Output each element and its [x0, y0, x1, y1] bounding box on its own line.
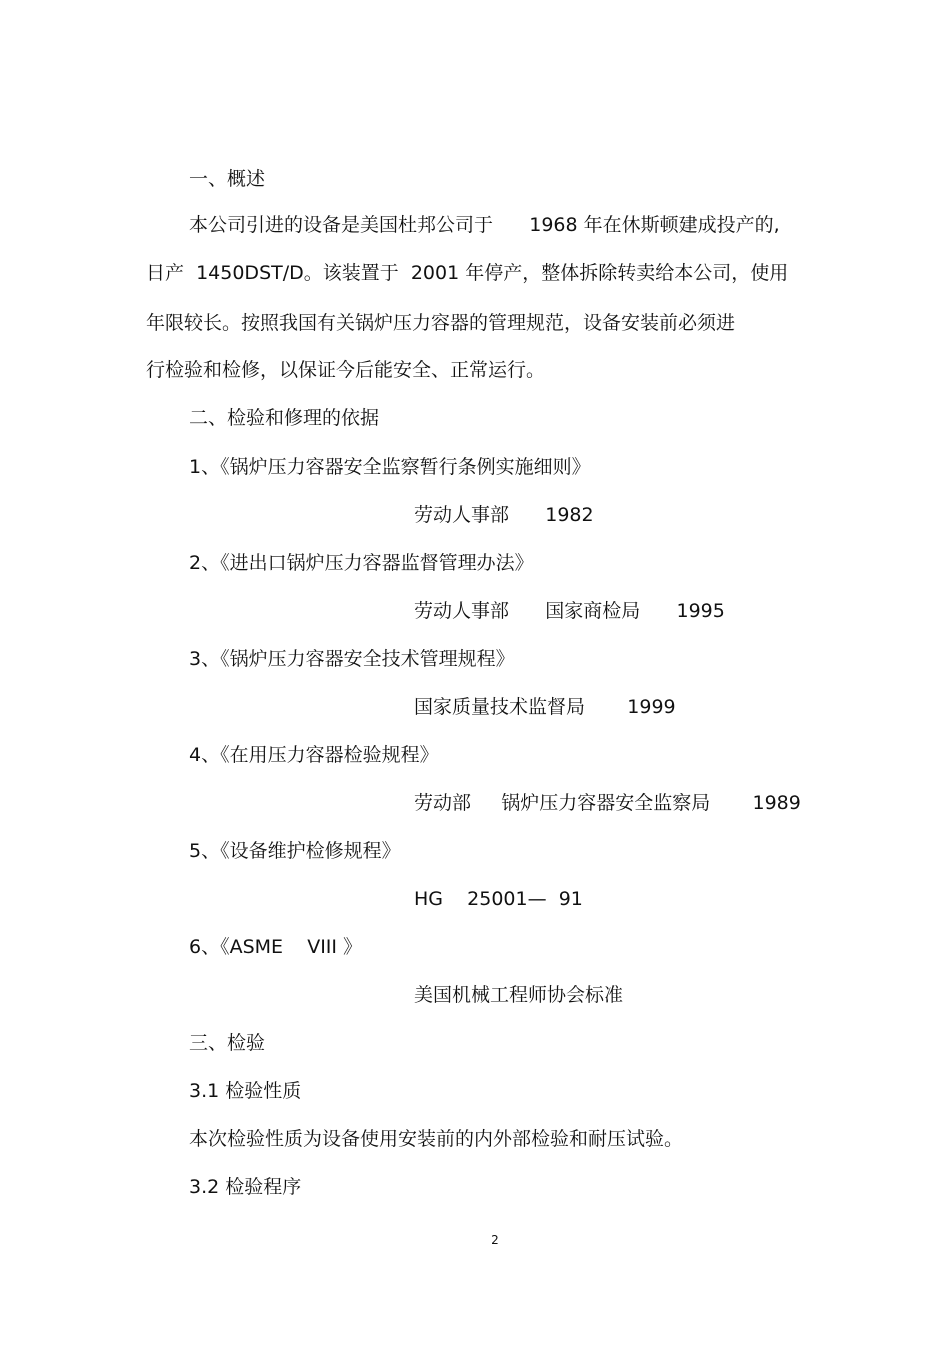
- reference-issuer: 劳动人事部 1982: [414, 504, 594, 526]
- paragraph-line: 本公司引进的设备是美国杜邦公司于 1968 年在休斯顿建成投产的,: [189, 214, 780, 236]
- reference-title: 3、《锅炉压力容器安全技术管理规程》: [189, 648, 515, 670]
- page-number: 2: [491, 1233, 499, 1247]
- reference-title: 1、《锅炉压力容器安全监察暂行条例实施细则》: [189, 456, 591, 478]
- paragraph-line: 日产 1450DST/D。该装置于 2001 年停产，整体拆除转卖给本公司，使用: [146, 262, 789, 284]
- section-heading-inspection: 三、检验: [189, 1032, 266, 1054]
- reference-issuer: 劳动人事部 国家商检局 1995: [414, 600, 725, 622]
- reference-title: 5、《设备维护检修规程》: [189, 840, 401, 862]
- paragraph-line: 年限较长。按照我国有关锅炉压力容器的管理规范，设备安装前必须进: [146, 312, 736, 334]
- reference-title: 4、《在用压力容器检验规程》: [189, 744, 439, 766]
- subsection-heading: 3.1 检验性质: [189, 1080, 302, 1102]
- reference-issuer: 美国机械工程师协会标准: [414, 984, 624, 1006]
- reference-title: 6、《ASME VIII 》: [189, 936, 363, 958]
- paragraph-line: 行检验和检修，以保证今后能安全、正常运行。: [146, 359, 546, 381]
- reference-title: 2、《进出口锅炉压力容器监督管理办法》: [189, 552, 534, 574]
- section-heading-overview: 一、概述: [189, 168, 266, 190]
- reference-issuer: 劳动部 锅炉压力容器安全监察局 1989: [414, 792, 801, 814]
- section-heading-basis: 二、检验和修理的依据: [189, 407, 380, 429]
- subsection-heading: 3.2 检验程序: [189, 1176, 302, 1198]
- reference-issuer: HG 25001— 91: [414, 888, 583, 910]
- reference-issuer: 国家质量技术监督局 1999: [414, 696, 676, 718]
- paragraph-line: 本次检验性质为设备使用安装前的内外部检验和耐压试验。: [189, 1128, 684, 1150]
